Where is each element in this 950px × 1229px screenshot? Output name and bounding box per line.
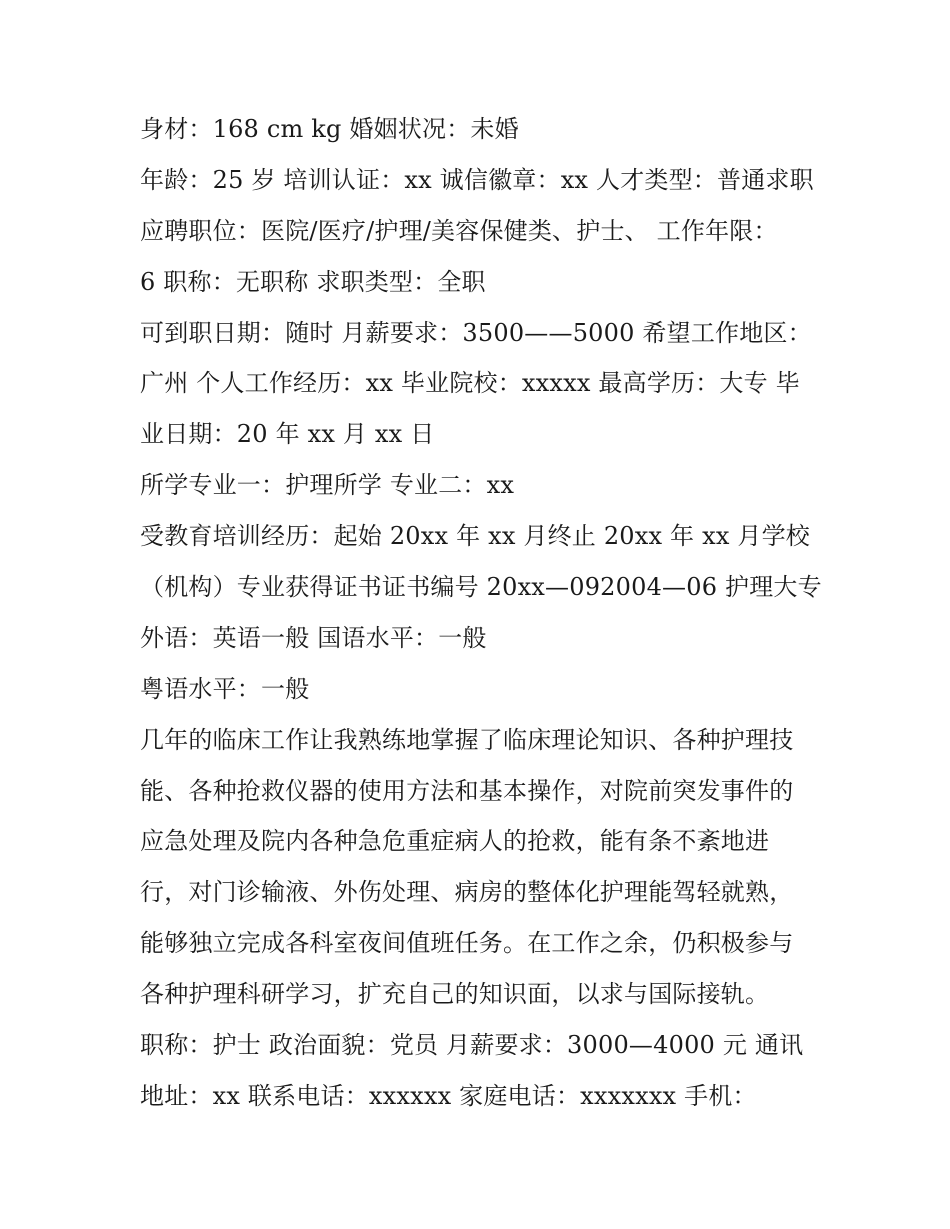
resume-body	[140, 104, 820, 1122]
text-line: 能够独立完成各科室夜间值班任务。在工作之余，仍积极参与	[140, 929, 794, 958]
text-line: （机构）专业获得证书证书编号 20xx—092004—06 护理大专	[140, 573, 822, 602]
text-line: 身材：168 cm kg 婚姻状况：未婚	[140, 115, 519, 143]
text-line: 地址：xx 联系电话：xxxxxx 家庭电话：xxxxxxx 手机：	[140, 1081, 757, 1110]
text-line: 业日期：20 年 xx 月 xx 日	[140, 420, 435, 449]
text-line: 行，对门诊输液、外伤处理、病房的整体化护理能驾轻就熟，	[140, 878, 794, 907]
text-line: 各种护理科研学习，扩充自己的知识面，以求与国际接轨。	[140, 980, 770, 1009]
text-line: 应急处理及院内各种急危重症病人的抢救，能有条不紊地进	[140, 827, 770, 856]
text-line: 所学专业一：护理所学 专业二：xx	[140, 471, 515, 500]
text-line: 广州 个人工作经历：xx 毕业院校：xxxxx 最高学历：大专 毕	[140, 369, 800, 398]
text-line: 可到职日期：随时 月薪要求：3500——5000 希望工作地区：	[140, 318, 812, 347]
text-line: 年龄：25 岁 培训认证：xx 诚信徽章：xx 人才类型：普通求职	[140, 165, 814, 194]
text-line: 能、各种抢救仪器的使用方法和基本操作，对院前突发事件的	[140, 776, 794, 805]
text-line: 受教育培训经历：起始 20xx 年 xx 月终止 20xx 年 xx 月学校	[140, 522, 810, 551]
text-line: 应聘职位：医院/医疗/护理/美容保健类、护士、 工作年限：	[140, 216, 778, 245]
text-line: 6 职称：无职称 求职类型：全职	[140, 267, 486, 296]
text-line: 几年的临床工作让我熟练地掌握了临床理论知识、各种护理技	[140, 725, 794, 754]
text-line: 职称：护士 政治面貌：党员 月薪要求：3000—4000 元 通讯	[140, 1031, 804, 1060]
text-line: 粤语水平：一般	[140, 674, 310, 703]
text-line: 外语：英语一般 国语水平：一般	[140, 623, 487, 652]
